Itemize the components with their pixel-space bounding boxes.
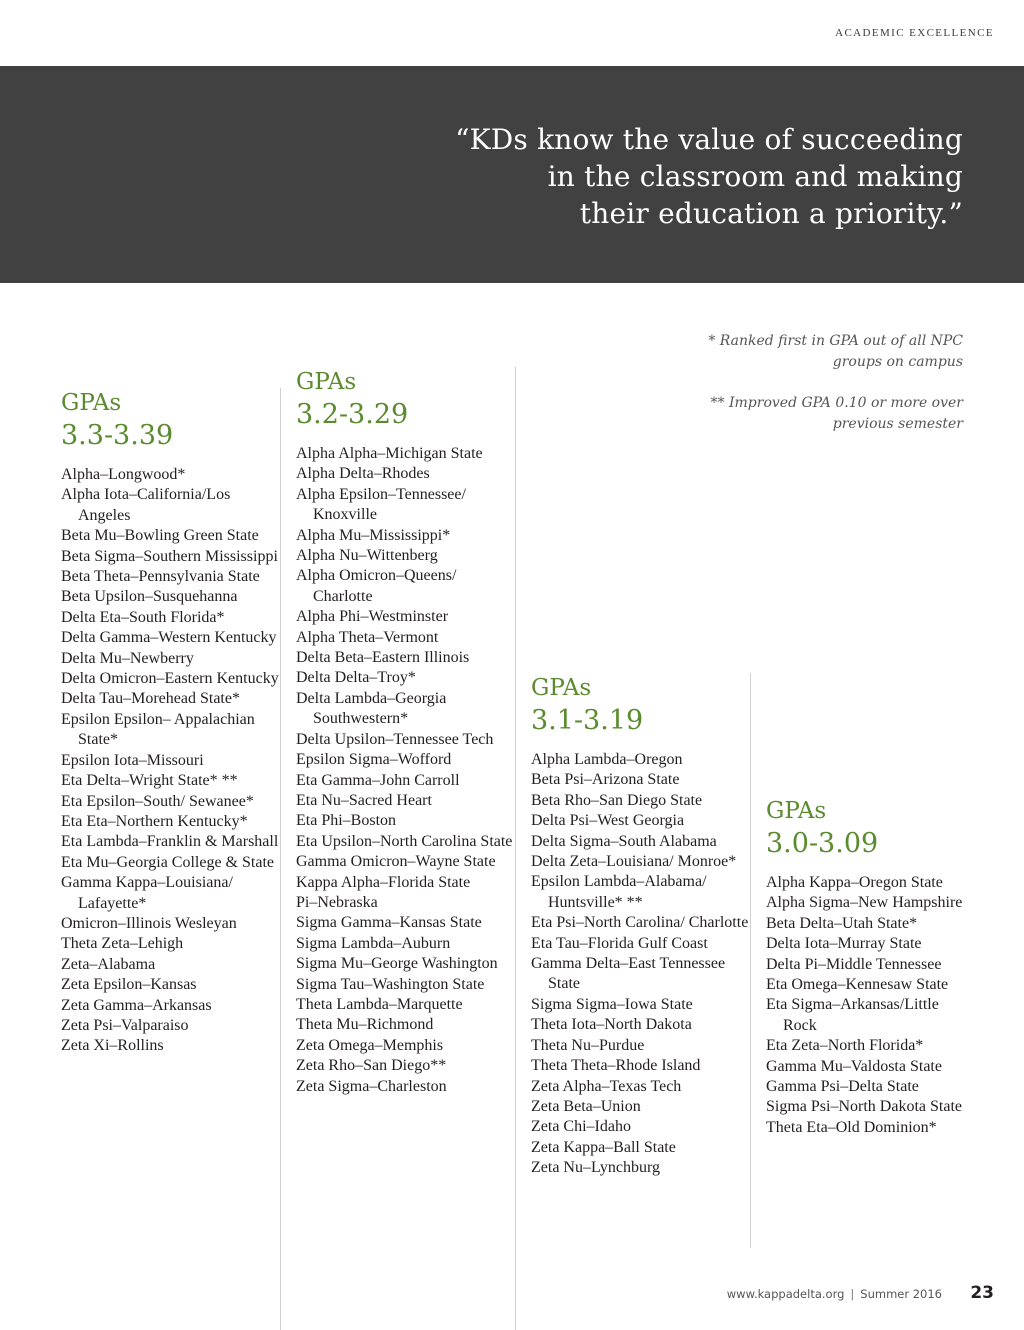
chapter-entry: Zeta–Alabama bbox=[61, 955, 156, 973]
footnote-improved-gpa: ** Improved GPA 0.10 or more over previous semester bbox=[710, 395, 963, 432]
column-heading bbox=[766, 796, 976, 861]
chapter-entry: Epsilon Epsilon– Appalachian State* bbox=[61, 710, 255, 749]
chapter-entry: Delta Eta–South Florida* bbox=[61, 608, 225, 626]
heading-label: GPAs bbox=[766, 798, 827, 824]
chapter-entry: Beta Sigma–Southern Mississippi bbox=[61, 547, 278, 565]
chapter-entry: Gamma Omicron–Wayne State bbox=[296, 853, 496, 871]
chapter-entry: Zeta Sigma–Charleston bbox=[296, 1077, 447, 1095]
chapter-entry: Delta Gamma–Western Kentucky bbox=[61, 629, 277, 647]
section-label: ACADEMIC EXCELLENCE bbox=[835, 27, 994, 39]
page-number: 23 bbox=[970, 1283, 994, 1303]
chapter-entry: Delta Iota–Murray State bbox=[766, 935, 922, 953]
footer-separator: | bbox=[850, 1287, 855, 1301]
chapter-entry: Zeta Gamma–Arkansas bbox=[61, 996, 212, 1014]
chapter-entry: Zeta Epsilon–Kansas bbox=[61, 976, 197, 994]
chapter-list bbox=[61, 465, 280, 1057]
chapter-entry: Eta Tau–Florida Gulf Coast bbox=[531, 934, 708, 952]
chapter-entry: Eta Gamma–John Carroll bbox=[296, 771, 460, 789]
heading-label: GPAs bbox=[61, 390, 122, 416]
chapter-entry: Theta Iota–North Dakota bbox=[531, 1016, 692, 1034]
chapter-entry: Delta Sigma–South Alabama bbox=[531, 832, 717, 850]
chapter-entry: Delta Delta–Troy* bbox=[296, 669, 416, 687]
chapter-entry: Pi–Nebraska bbox=[296, 893, 378, 911]
heading-label: GPAs bbox=[531, 675, 592, 701]
gpa-range: 3.2-3.29 bbox=[296, 399, 409, 430]
gpa-range: 3.3-3.39 bbox=[61, 420, 174, 451]
chapter-entry: Delta Zeta–Louisiana/ Monroe* bbox=[531, 853, 737, 871]
chapter-entry: Gamma Kappa–Louisiana/ Lafayette* bbox=[61, 874, 233, 912]
chapter-entry: Alpha Iota–California/Los Angeles bbox=[61, 486, 231, 524]
chapter-entry: Alpha Phi–Westminster bbox=[296, 608, 449, 626]
chapter-entry: Delta Mu–Newberry bbox=[61, 649, 194, 667]
gpa-range: 3.1-3.19 bbox=[531, 705, 644, 736]
chapter-list bbox=[531, 750, 750, 1179]
chapter-entry: Eta Sigma–Arkansas/Little Rock bbox=[766, 996, 939, 1034]
chapter-entry: Delta Tau–Morehead State* bbox=[61, 690, 240, 708]
chapter-entry: Beta Delta–Utah State* bbox=[766, 914, 918, 932]
footnote-ranked-first: * Ranked first in GPA out of all NPC groups on campus bbox=[708, 333, 963, 370]
chapter-entry: Zeta Kappa–Ball State bbox=[531, 1138, 676, 1156]
gpa-range: 3.0-3.09 bbox=[766, 828, 879, 859]
chapter-entry: Alpha Epsilon–Tennessee/ Knoxville bbox=[296, 485, 466, 524]
gpa-column-3-2 bbox=[296, 367, 516, 1330]
chapter-entry: Theta Zeta–Lehigh bbox=[61, 935, 184, 953]
column-heading bbox=[296, 367, 515, 432]
chapter-entry: Alpha Delta–Rhodes bbox=[296, 465, 430, 483]
chapter-entry: Alpha Lambda–Oregon bbox=[531, 751, 683, 768]
chapter-entry: Zeta Nu–Lynchburg bbox=[531, 1159, 661, 1177]
gpa-column-3-0 bbox=[766, 796, 976, 1256]
chapter-entry: Eta Nu–Sacred Heart bbox=[296, 791, 432, 809]
chapter-entry: Sigma Mu–George Washington bbox=[296, 955, 498, 973]
chapter-entry: Eta Omega–Kennesaw State bbox=[766, 976, 949, 994]
chapter-entry: Eta Delta–Wright State* ** bbox=[61, 772, 238, 790]
column-heading bbox=[531, 673, 750, 738]
chapter-entry: Eta Mu–Georgia College & State bbox=[61, 853, 274, 871]
chapter-entry: Delta Psi–West Georgia bbox=[531, 812, 685, 830]
chapter-entry: Alpha Kappa–Oregon State bbox=[766, 874, 943, 891]
chapter-entry: Alpha Theta–Vermont bbox=[296, 628, 439, 646]
chapter-entry: Sigma Gamma–Kansas State bbox=[296, 914, 482, 932]
chapter-entry: Zeta Beta–Union bbox=[531, 1097, 641, 1115]
heading-label: GPAs bbox=[296, 369, 357, 395]
chapter-entry: Zeta Omega–Memphis bbox=[296, 1036, 444, 1054]
column-heading bbox=[61, 388, 280, 453]
chapter-entry: Theta Mu–Richmond bbox=[296, 1016, 434, 1034]
quote-line: “KDs know the value of succeeding bbox=[455, 123, 963, 156]
chapter-entry: Theta Eta–Old Dominion* bbox=[766, 1118, 937, 1136]
chapter-entry: Delta Omicron–Eastern Kentucky bbox=[61, 670, 279, 688]
chapter-entry: Eta Lambda–Franklin & Marshall bbox=[61, 833, 279, 851]
chapter-entry: Alpha Sigma–New Hampshire bbox=[766, 894, 963, 912]
chapter-entry: Beta Upsilon–Susquehanna bbox=[61, 588, 238, 606]
website-link[interactable]: www.kappadelta.org bbox=[726, 1287, 845, 1301]
chapter-list bbox=[766, 873, 976, 1138]
chapter-entry: Eta Zeta–North Florida* bbox=[766, 1037, 924, 1055]
chapter-entry: Alpha–Longwood* bbox=[61, 466, 186, 483]
chapter-entry: Sigma Sigma–Iowa State bbox=[531, 995, 693, 1013]
chapter-entry: Beta Theta–Pennsylvania State bbox=[61, 568, 260, 586]
chapter-entry: Gamma Delta–East Tennessee State bbox=[531, 955, 726, 993]
chapter-entry: Eta Psi–North Carolina/ Charlotte bbox=[531, 914, 749, 932]
chapter-entry: Zeta Rho–San Diego** bbox=[296, 1057, 447, 1075]
issue-label: Summer 2016 bbox=[860, 1287, 942, 1301]
chapter-entry: Zeta Xi–Rollins bbox=[61, 1037, 164, 1055]
chapter-entry: Epsilon Sigma–Wofford bbox=[296, 751, 452, 769]
chapter-entry: Gamma Psi–Delta State bbox=[766, 1078, 919, 1096]
chapter-entry: Alpha Omicron–Queens/ Charlotte bbox=[296, 567, 457, 605]
chapter-entry: Delta Beta–Eastern Illinois bbox=[296, 649, 470, 667]
chapter-entry: Beta Psi–Arizona State bbox=[531, 771, 680, 789]
chapter-entry: Alpha Mu–Mississippi* bbox=[296, 526, 451, 544]
quote-line: their education a priority.” bbox=[579, 197, 963, 230]
chapter-entry: Sigma Lambda–Auburn bbox=[296, 934, 451, 952]
chapter-entry: Beta Mu–Bowling Green State bbox=[61, 527, 259, 545]
chapter-entry: Eta Upsilon–North Carolina State bbox=[296, 832, 513, 850]
gpa-column-3-3 bbox=[61, 388, 281, 1330]
footnotes bbox=[663, 331, 963, 435]
chapter-entry: Kappa Alpha–Florida State bbox=[296, 873, 471, 891]
chapter-entry: Zeta Chi–Idaho bbox=[531, 1118, 631, 1136]
chapter-entry: Delta Pi–Middle Tennessee bbox=[766, 955, 942, 973]
chapter-entry: Omicron–Illinois Wesleyan bbox=[61, 914, 237, 932]
chapter-entry: Epsilon Lambda–Alabama/ Huntsville* ** bbox=[531, 873, 707, 911]
chapter-entry: Zeta Alpha–Texas Tech bbox=[531, 1077, 682, 1095]
chapter-entry: Zeta Psi–Valparaiso bbox=[61, 1016, 189, 1034]
chapter-entry: Sigma Tau–Washington State bbox=[296, 975, 485, 993]
chapter-entry: Theta Lambda–Marquette bbox=[296, 995, 463, 1013]
chapter-entry: Sigma Psi–North Dakota State bbox=[766, 1098, 962, 1116]
chapter-entry: Theta Nu–Purdue bbox=[531, 1036, 645, 1054]
quote-line: in the classroom and making bbox=[547, 160, 963, 193]
chapter-entry: Eta Epsilon–South/ Sewanee* bbox=[61, 792, 254, 810]
chapter-entry: Eta Eta–Northern Kentucky* bbox=[61, 812, 248, 830]
chapter-entry: Alpha Nu–Wittenberg bbox=[296, 547, 438, 565]
chapter-entry: Eta Phi–Boston bbox=[296, 812, 397, 830]
chapter-entry: Gamma Mu–Valdosta State bbox=[766, 1057, 942, 1075]
chapter-entry: Delta Upsilon–Tennessee Tech bbox=[296, 730, 494, 748]
footer bbox=[727, 1287, 942, 1301]
chapter-entry: Epsilon Iota–Missouri bbox=[61, 751, 204, 769]
chapter-entry: Theta Theta–Rhode Island bbox=[531, 1057, 701, 1075]
chapter-list bbox=[296, 444, 515, 1097]
chapter-entry: Beta Rho–San Diego State bbox=[531, 791, 703, 809]
gpa-column-3-1 bbox=[531, 673, 751, 1248]
chapter-entry: Delta Lambda–Georgia Southwestern* bbox=[296, 689, 447, 728]
chapter-entry: Alpha Alpha–Michigan State bbox=[296, 445, 483, 462]
pull-quote bbox=[403, 121, 963, 232]
